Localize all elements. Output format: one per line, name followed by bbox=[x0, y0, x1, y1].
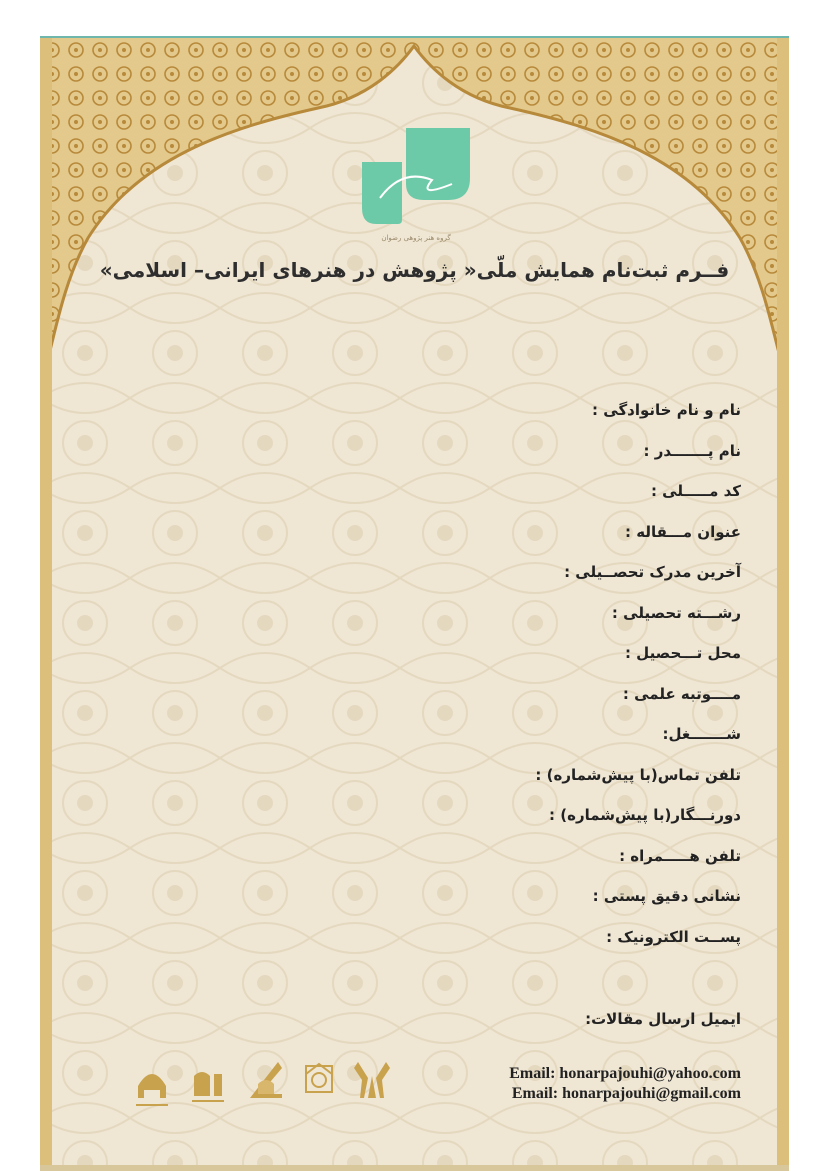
field-article-title: عنوان مـــقاله : bbox=[625, 522, 741, 541]
email-list bbox=[509, 1064, 741, 1104]
field-postal-address: نشانی دقیق پستی : bbox=[592, 887, 741, 905]
email-yahoo: Email: honarpajouhi@yahoo.com bbox=[509, 1065, 741, 1082]
field-father-name: نام پـــــــدر : bbox=[643, 441, 741, 460]
research-group-logo bbox=[362, 128, 470, 246]
field-study-place: محل تـــحصیل : bbox=[624, 644, 741, 662]
registration-form-page bbox=[40, 36, 789, 1171]
field-mobile: تلفن هـــــمراه : bbox=[619, 846, 741, 865]
field-phone: تلفن تماس(با پیش‌شماره) : bbox=[535, 765, 741, 784]
email-heading: ایمیل ارسال مقالات: bbox=[585, 1010, 741, 1028]
logo-caption: گروه هنر پژوهی رضوان bbox=[381, 234, 451, 242]
shrine-emblem-icon bbox=[136, 1074, 168, 1106]
left-border-strip bbox=[40, 38, 52, 1171]
bottom-border bbox=[40, 1165, 789, 1171]
email-gmail: Email: honarpajouhi@gmail.com bbox=[511, 1085, 741, 1102]
foundation-emblem-icon bbox=[250, 1062, 282, 1098]
form-title: فــرم ثبت‌نام همایش ملّی« پژوهش در هنرهای ایرانی– اسلامی» bbox=[99, 258, 730, 282]
field-academic-rank: مــــوتبه علمی : bbox=[622, 684, 741, 703]
institute-emblem-icon bbox=[192, 1064, 224, 1102]
field-last-degree: آخرین مدرک تحصــیلی : bbox=[564, 563, 741, 581]
field-full-name: نام و نام خانوادگی : bbox=[592, 401, 741, 419]
field-email: پســت الکترونیک : bbox=[606, 927, 741, 946]
right-border-strip bbox=[777, 38, 789, 1171]
association-emblem-icon bbox=[306, 1064, 332, 1092]
form-fields bbox=[321, 390, 741, 957]
field-national-code: کد مـــــلی : bbox=[650, 482, 741, 500]
sponsor-logos bbox=[132, 1054, 402, 1124]
field-fax: دورنـــگار(با پیش‌شماره) : bbox=[549, 806, 741, 824]
university-emblem-icon bbox=[354, 1062, 390, 1098]
field-study-major: رشـــته تحصیلی : bbox=[611, 603, 741, 622]
field-occupation: شـــــــغل: bbox=[662, 725, 741, 743]
